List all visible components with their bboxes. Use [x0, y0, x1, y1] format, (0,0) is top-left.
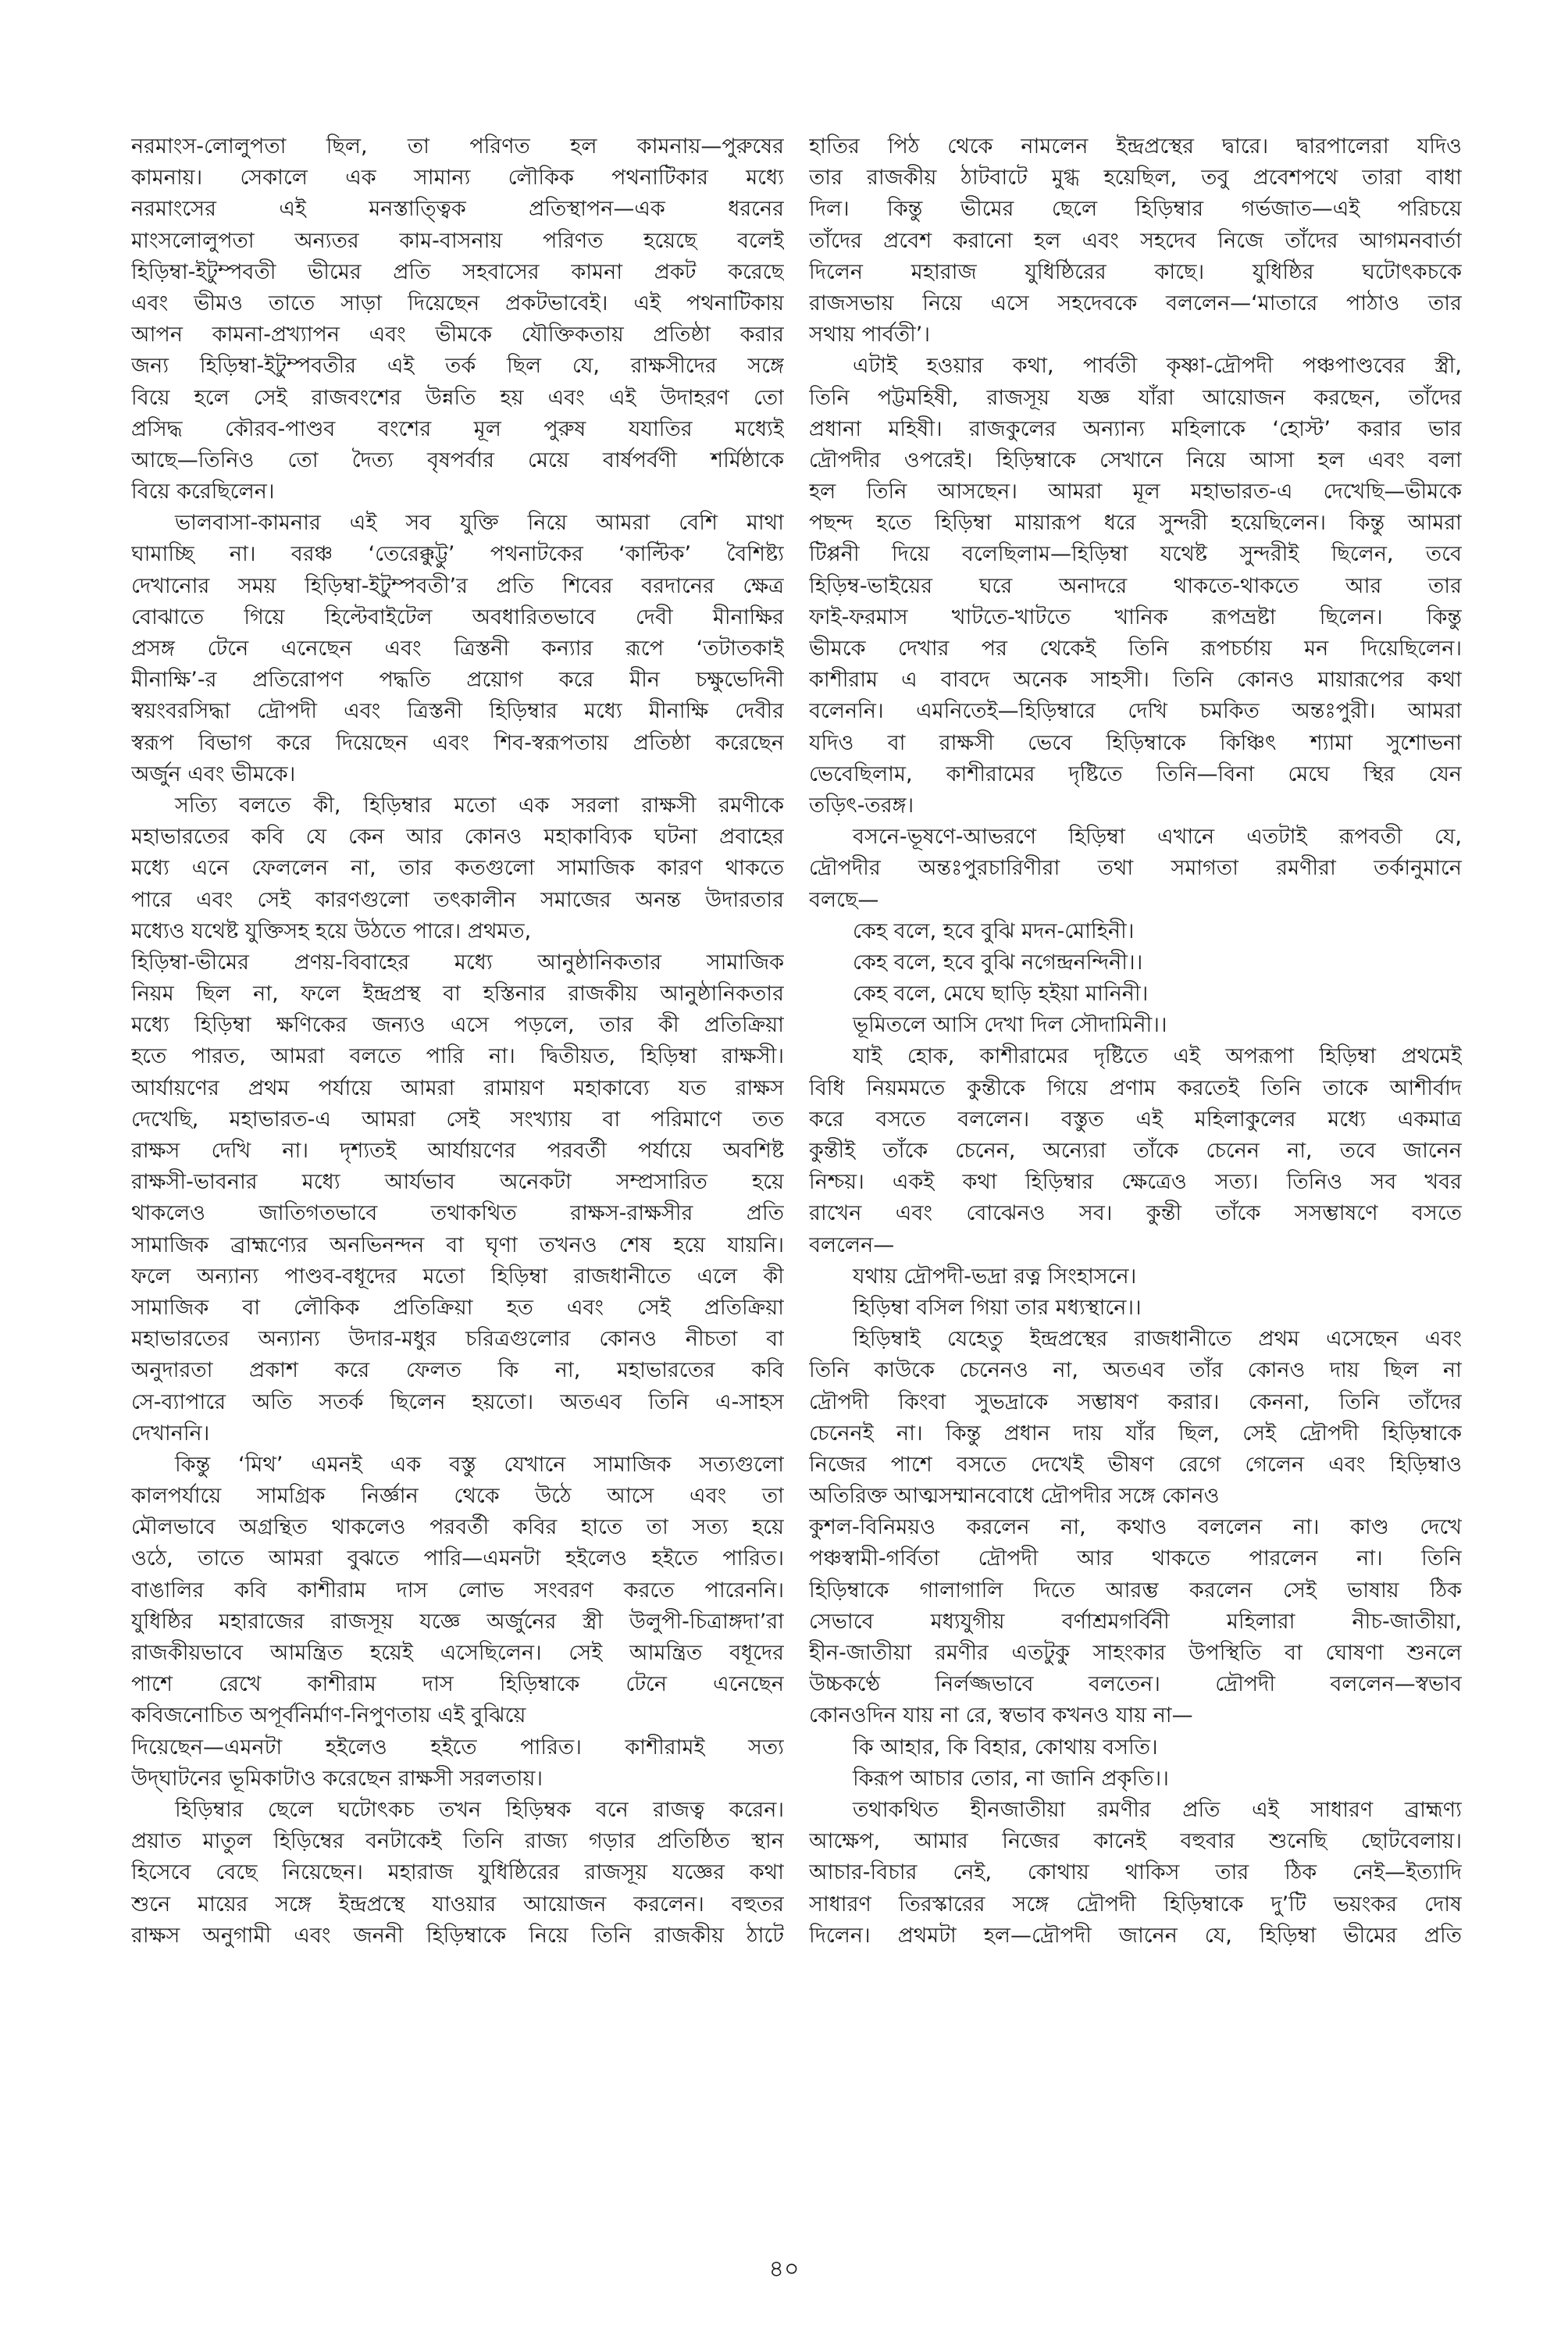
text-line: বললেন—	[809, 1232, 895, 1257]
right-text-column	[809, 131, 1462, 1952]
verse-line: কেহ বলে, হবে বুঝি মদন-মোহিনী।	[853, 918, 1135, 943]
text-line: সত্যি বলতে কী, হিড়িম্বার মতো এক সরলা রাক্ষসী রমণীকে	[175, 793, 784, 818]
text-line: রাজসভায় নিয়ে এসে সহদেবকে বললেন—‘মাতারে পাঠাও তার	[809, 291, 1462, 316]
text-line: হিসেবে বেছে নিয়েছেন। মহারাজ যুধিষ্ঠিরের রাজসূয় যজ্ঞের কথা	[131, 1860, 784, 1885]
text-line: যাই হোক, কাশীরামের দৃষ্টিতে এই অপরূপা হিড়িম্বা প্রথমেই	[853, 1044, 1462, 1069]
text-line: দ্রৌপদীর ওপরেই। হিড়িম্বাকে সেখানে নিয়ে আসা হল এবং বলা	[809, 448, 1462, 472]
text-line: কুশল-বিনিময়ও করলেন না, কথাও বললেন না। কাণ্ড দেখে	[809, 1515, 1462, 1540]
text-line: মীনাক্ষি’-র প্রতিরোপণ পদ্ধতি প্রয়োগ করে মীন চক্ষুভেদিনী	[131, 668, 784, 693]
text-line: দেখেছি, মহাভারত-এ আমরা সেই সংখ্যায় বা পরিমাণে তত	[131, 1107, 784, 1132]
text-line: হিড়িম্বা-ভীমের প্রণয়-বিবাহের মধ্যে আনুষ্ঠানিকতার সামাজিক	[131, 950, 784, 975]
text-line: রাজকীয়ভাবে আমন্ত্রিত হয়েই এসেছিলেন। সেই আমন্ত্রিত বধূদের	[131, 1641, 784, 1665]
text-line: বোঝাতে গিয়ে হিল্টেবাইটেল অবধারিতভাবে দেবী মীনাক্ষির	[131, 604, 784, 629]
text-line: এবং ভীমও তাতে সাড়া দিয়েছেন প্রকটভাবেই। এই পথনাটিকায়	[131, 291, 784, 316]
text-line: নিয়ম ছিল না, ফলে ইন্দ্রপ্রস্থ বা হস্তিনার রাজকীয় আনুষ্ঠানিকতার	[131, 982, 784, 1007]
text-line: প্রসঙ্গ টেনে এনেছেন এবং ত্রিস্তনী কন্যার রূপে ‘তটাতকাই	[131, 637, 784, 661]
text-line: অতিরিক্ত আত্মসম্মানবোধে দ্রৌপদীর সঙ্গে কোনও	[809, 1484, 1220, 1509]
text-line: সামাজিক বা লৌকিক প্রতিক্রিয়া হত এবং সেই প্রতিক্রিয়া	[131, 1295, 784, 1320]
text-line: করে বসতে বললেন। বস্তুত এই মহিলাকুলের মধ্যে একমাত্র	[809, 1107, 1462, 1132]
text-line: চেনেনই না। কিন্তু প্রধান দায় যাঁর ছিল, সেই দ্রৌপদী হিড়িম্বাকে	[809, 1421, 1462, 1446]
text-line: নরমাংসের এই মনস্তাত্ত্বিক প্রতিস্থাপন—এক ধরনের	[131, 197, 784, 222]
text-line: কামনায়। সেকালে এক সামান্য লৌকিক পথনাটিকার মধ্যে	[131, 166, 784, 191]
text-line: তথাকথিত হীনজাতীয়া রমণীর প্রতি এই সাধারণ ব্রাহ্মণ্য	[853, 1797, 1462, 1822]
text-line: আর্যায়ণের প্রথম পর্যায়ে আমরা রামায়ণ মহাকাব্যে যত রাক্ষস	[131, 1075, 784, 1100]
text-line: রাক্ষস দেখি না। দৃশ্যতই আর্যায়ণের পরবর্তী পর্যায়ে অবশিষ্ট	[131, 1139, 784, 1163]
text-line: হতে পারত, আমরা বলতে পারি না। দ্বিতীয়ত, হিড়িম্বা রাক্ষসী।	[131, 1044, 784, 1069]
text-line: কাশীরাম এ বাবদে অনেক সাহসী। তিনি কোনও মায়ারূপের কথা	[809, 668, 1462, 693]
text-line: হল তিনি আসছেন। আমরা মূল মহাভারত-এ দেখেছি—ভীমকে	[809, 480, 1462, 505]
text-line: হীন-জাতীয়া রমণীর এতটুকু সাহংকার উপস্থিতি বা ঘোষণা শুনলে	[809, 1641, 1462, 1665]
text-line: দিলেন মহারাজ যুধিষ্ঠিরের কাছে। যুধিষ্ঠির ঘটোৎকচকে	[809, 259, 1462, 284]
left-text-column	[131, 131, 784, 1952]
text-line: বিধি নিয়মমতে কুন্তীকে গিয়ে প্রণাম করতেই তিনি তাকে আশীর্বাদ	[809, 1075, 1462, 1100]
text-line: দ্রৌপদী কিংবা সুভদ্রাকে সম্ভাষণ করার। কেননা, তিনি তাঁদের	[809, 1389, 1462, 1414]
verse-line: যথায় দ্রৌপদী-ভদ্রা রত্ন সিংহাসনে।	[853, 1264, 1137, 1289]
text-line: ভীমকে দেখার পর থেকেই তিনি রূপচর্চায় মন দিয়েছিলেন।	[809, 637, 1462, 661]
text-line: উদ্‌ঘাটনের ভূমিকাটাও করেছেন রাক্ষসী সরলতায়।	[131, 1766, 543, 1791]
text-line: সাধারণ তিরস্কারের সঙ্গে দ্রৌপদী হিড়িম্বাকে দু’টি ভয়ংকর দোষ	[809, 1892, 1462, 1917]
text-line: উচ্চকণ্ঠে নির্লজ্জভাবে বলতেন। দ্রৌপদী বললেন—স্বভাব	[809, 1672, 1462, 1697]
text-line: বলছে—	[809, 887, 879, 912]
text-line: রাখেন এবং বোঝেনও সব। কুন্তী তাঁকে সসম্ভাষণে বসতে	[809, 1201, 1462, 1226]
text-line: কবিজনোচিত অপূর্বনির্মাণ-নিপুণতায় এই বুঝিয়ে	[131, 1703, 526, 1728]
text-line: যদিও বা রাক্ষসী ভেবে হিড়িম্বাকে কিঞ্চিৎ শ্যামা সুশোভনা	[809, 730, 1462, 755]
text-line: অনুদারতা প্রকাশ করে ফেলত কি না, মহাভারতের কবি	[131, 1358, 784, 1383]
text-line: নরমাংস-লোলুপতা ছিল, তা পরিণত হল কামনায়—পুরুষের	[131, 134, 784, 159]
verse-line: কিরূপ আচার তোর, না জানি প্রকৃতি।।	[853, 1766, 1169, 1791]
text-line: দ্রৌপদীর অন্তঃপুরচারিণীরা তথা সমাগতা রমণীরা তর্কানুমানে	[809, 856, 1462, 881]
text-line: মহাভারতের কবি যে কেন আর কোনও মহাকাব্যিক ঘটনা প্রবাহের	[131, 825, 784, 850]
text-line: যুধিষ্ঠির মহারাজের রাজসূয় যজ্ঞে অর্জুনের স্ত্রী উলুপী-চিত্রাঙ্গদা’রা	[131, 1609, 784, 1634]
verse-line: ভূমিতলে আসি দেখা দিল সৌদামিনী।।	[853, 1013, 1167, 1038]
text-line: থাকলেও জাতিগতভাবে তথাকথিত রাক্ষস-রাক্ষসীর প্রতি	[131, 1201, 784, 1226]
text-line: কোনওদিন যায় না রে, স্বভাব কখনও যায় না—	[809, 1703, 1193, 1728]
text-line: তাঁদের প্রবেশ করানো হল এবং সহদেব নিজে তাঁদের আগমনবার্তা	[809, 228, 1462, 253]
text-line: মাংসলোলুপতা অন্যতর কাম-বাসনায় পরিণত হয়েছে বলেই	[131, 228, 784, 253]
text-line: তিনি কাউকে চেনেনও না, অতএব তাঁর কোনও দায় ছিল না	[809, 1358, 1462, 1383]
text-line: হিড়িম্ব-ভাইয়ের ঘরে অনাদরে থাকতে-থাকতে আর তার	[809, 573, 1462, 598]
text-line: বিয়ে করেছিলেন।	[131, 480, 275, 505]
text-line: কালপর্যায়ে সামগ্রিক নির্জ্ঞান থেকে উঠে আসে এবং তা	[131, 1484, 784, 1509]
text-line: কুন্তীই তাঁকে চেনেন, অন্যেরা তাঁকে চেনেন না, তবে জানেন	[809, 1139, 1462, 1163]
text-line: ফলে অন্যান্য পাণ্ডব-বধূদের মতো হিড়িম্বা রাজধানীতে এলে কী	[131, 1264, 784, 1289]
text-line: আক্ষেপ, আমার নিজের কানেই বহুবার শুনেছি ছোটবেলায়।	[809, 1829, 1462, 1854]
text-line: তড়িৎ-তরঙ্গ।	[809, 793, 914, 818]
text-line: নিশ্চয়। একই কথা হিড়িম্বার ক্ষেত্রেও সত্য। তিনিও সব খবর	[809, 1170, 1462, 1195]
text-line: হিড়িম্বাকে গালাগালি দিতে আরম্ভ করলেন সেই ভাষায় ঠিক	[809, 1578, 1462, 1603]
text-line: দেখাননি।	[131, 1421, 210, 1446]
text-line: আপন কামনা-প্রখ্যাপন এবং ভীমকে যৌক্তিকতায় প্রতিষ্ঠা করার	[131, 323, 784, 348]
text-line: দিলেন। প্রথমটা হল—দ্রৌপদী জানেন যে, হিড়িম্বা ভীমের প্রতি	[809, 1923, 1462, 1948]
text-line: রাক্ষসী-ভাবনার মধ্যে আর্যভাব অনেকটা সম্প্রসারিত হয়ে	[131, 1170, 784, 1195]
verse-line: কেহ বলে, মেঘে ছাড়ি হইয়া মানিনী।	[853, 982, 1149, 1007]
text-line: বলেননি। এমনিতেই—হিড়িম্বারে দেখি চমকিত অন্তঃপুরী। আমরা	[809, 699, 1462, 724]
text-line: হিড়িম্বা-ইটুম্পবতী ভীমের প্রতি সহবাসের কামনা প্রকট করেছে	[131, 259, 784, 284]
text-line: মধ্যেও যথেষ্ট যুক্তিসহ হয়ে উঠতে পারে। প্রথমত,	[131, 918, 532, 943]
text-line: মহাভারতের অন্যান্য উদার-মধুর চরিত্রগুলোর কোনও নীচতা বা	[131, 1327, 784, 1352]
text-line: সে-ব্যাপারে অতি সতর্ক ছিলেন হয়তো। অতএব তিনি এ-সাহস	[131, 1389, 784, 1414]
text-line: পঞ্চস্বামী-গর্বিতা দ্রৌপদী আর থাকতে পারলেন না। তিনি	[809, 1546, 1462, 1571]
text-line: দিল। কিন্তু ভীমের ছেলে হিড়িম্বার গর্ভজাত—এই পরিচয়ে	[809, 197, 1462, 222]
page-number: ৪০	[768, 2256, 800, 2283]
text-line: কিন্তু ‘মিথ’ এমনই এক বস্তু যেখানে সামাজিক সত্যগুলো	[175, 1452, 784, 1477]
verse-line: কি আহার, কি বিহার, কোথায় বসতি।	[853, 1735, 1158, 1760]
text-line: দিয়েছেন—এমনটা হইলেও হইতে পারিত। কাশীরামই সত্য	[131, 1735, 784, 1760]
text-line: হিড়িম্বাই যেহেতু ইন্দ্রপ্রস্থের রাজধানীতে প্রথম এসেছেন এবং	[853, 1327, 1462, 1352]
text-line: সথায় পার্বতী’।	[809, 323, 931, 348]
text-line: সামাজিক ব্রাহ্মণ্যের অনভিনন্দন বা ঘৃণা তখনও শেষ হয়ে যায়নি।	[131, 1232, 784, 1257]
text-line: হিড়িম্বার ছেলে ঘটোৎকচ তখন হিড়িম্বক বনে রাজত্ব করেন।	[175, 1797, 784, 1822]
text-line: ভেবেছিলাম, কাশীরামের দৃষ্টিতে তিনি—বিনা মেঘে স্থির যেন	[809, 761, 1462, 786]
text-line: স্বয়ংবরসিদ্ধা দ্রৌপদী এবং ত্রিস্তনী হিড়িম্বার মধ্যে মীনাক্ষি দেবীর	[131, 699, 784, 724]
text-line: পাশে রেখে কাশীরাম দাস হিড়িম্বাকে টেনে এনেছেন	[131, 1672, 784, 1697]
text-line: আছে—তিনিও তো দৈত্য বৃষপর্বার মেয়ে বার্ষপর্বণী শর্মিষ্ঠাকে	[131, 448, 784, 472]
text-line: ঘামাচ্ছি না। বরঞ্চ ‘তেরেক্কুট্টু’ পথনাটকের ‘কাল্টিক’ বৈশিষ্ট্য	[131, 542, 784, 567]
text-line: মধ্যে এনে ফেললেন না, তার কতগুলো সামাজিক কারণ থাকতে	[131, 856, 784, 881]
text-line: ওঠে, তাতে আমরা বুঝতে পারি—এমনটা হইলেও হইতে পারিত।	[131, 1546, 784, 1571]
verse-line: কেহ বলে, হবে বুঝি নগেন্দ্রনন্দিনী।।	[853, 950, 1143, 975]
text-line: ফাই-ফরমাস খাটতে-খাটতে খানিক রূপভ্রষ্টা ছিলেন। কিন্তু	[809, 604, 1462, 629]
text-line: সেভাবে মধ্যযুগীয় বর্ণাশ্রমগর্বিনী মহিলারা নীচ-জাতীয়া,	[809, 1609, 1462, 1634]
text-line: প্রয়াত মাতুল হিড়িম্বের বনটাকেই তিনি রাজ্য গড়ার প্রতিষ্ঠিত স্থান	[131, 1829, 784, 1854]
text-line: মধ্যে হিড়িম্বা ক্ষণিকের জন্যও এসে পড়লে, তার কী প্রতিক্রিয়া	[131, 1013, 784, 1038]
text-line: বাঙালির কবি কাশীরাম দাস লোভ সংবরণ করতে পারেননি।	[131, 1578, 784, 1603]
text-line: নিজের পাশে বসতে দেখেই ভীষণ রেগে গেলেন এবং হিড়িম্বাও	[809, 1452, 1462, 1477]
text-line: রাক্ষস অনুগামী এবং জননী হিড়িম্বাকে নিয়ে তিনি রাজকীয় ঠাটে	[131, 1923, 784, 1948]
text-line: পারে এবং সেই কারণগুলো তৎকালীন সমাজের অনন্ত উদারতার	[131, 887, 784, 912]
text-line: এটাই হওয়ার কথা, পার্বতী কৃষ্ণা-দ্রৌপদী পঞ্চপাণ্ডবের স্ত্রী,	[853, 354, 1462, 379]
text-line: প্রসিদ্ধ কৌরব-পাণ্ডব বংশের মূল পুরুষ যযাতির মধ্যেই	[131, 416, 784, 441]
text-line: শুনে মায়ের সঙ্গে ইন্দ্রপ্রস্থে যাওয়ার আয়োজন করলেন। বহুতর	[131, 1892, 784, 1917]
text-line: জন্য হিড়িম্বা-ইটুম্পবতীর এই তর্ক ছিল যে, রাক্ষসীদের সঙ্গে	[131, 354, 784, 379]
text-line: স্বরূপ বিভাগ করে দিয়েছেন এবং শিব-স্বরূপতায় প্রতিষ্ঠা করেছেন	[131, 730, 784, 755]
verse-line: হিড়িম্বা বসিল গিয়া তার মধ্যস্থানে।।	[853, 1295, 1142, 1320]
text-line: টিপ্পনী দিয়ে বলেছিলাম—হিড়িম্বা যথেষ্ট সুন্দরীই ছিলেন, তবে	[809, 542, 1462, 567]
text-line: তিনি পট্টমহিষী, রাজসূয় যজ্ঞ যাঁরা আয়োজন করছেন, তাঁদের	[809, 385, 1462, 410]
text-line: অর্জুন এবং ভীমকে।	[131, 761, 296, 786]
text-line: প্রধানা মহিষী। রাজকুলের অন্যান্য মহিলাকে ‘হোস্ট’ করার ভার	[809, 416, 1462, 441]
text-line: দেখানোর সময় হিড়িম্বা-ইটুম্পবতী’র প্রতি শিবের বরদানের ক্ষেত্র	[131, 573, 784, 598]
text-line: তার রাজকীয় ঠাটবাটে মুগ্ধ হয়েছিল, তবু প্রবেশপথে তারা বাধা	[809, 166, 1462, 191]
text-line: ভালবাসা-কামনার এই সব যুক্তি নিয়ে আমরা বেশি মাথা	[175, 511, 784, 536]
text-line: মৌলভাবে অগ্রন্থিত থাকলেও পরবর্তী কবির হাতে তা সত্য হয়ে	[131, 1515, 784, 1540]
text-line: পছন্দ হতে হিড়িম্বা মায়ারূপ ধরে সুন্দরী হয়েছিলেন। কিন্তু আমরা	[809, 511, 1462, 536]
text-line: বিয়ে হলে সেই রাজবংশের উন্নতি হয় এবং এই উদাহরণ তো	[131, 385, 784, 410]
text-line: আচার-বিচার নেই, কোথায় থাকিস তার ঠিক নেই—ইত্যাদি	[809, 1860, 1462, 1885]
text-line: বসনে-ভূষণে-আভরণে হিড়িম্বা এখানে এতটাই রূপবতী যে,	[853, 825, 1462, 850]
text-line: হাতির পিঠ থেকে নামলেন ইন্দ্রপ্রস্থের দ্বারে। দ্বারপালেরা যদিও	[809, 134, 1462, 159]
